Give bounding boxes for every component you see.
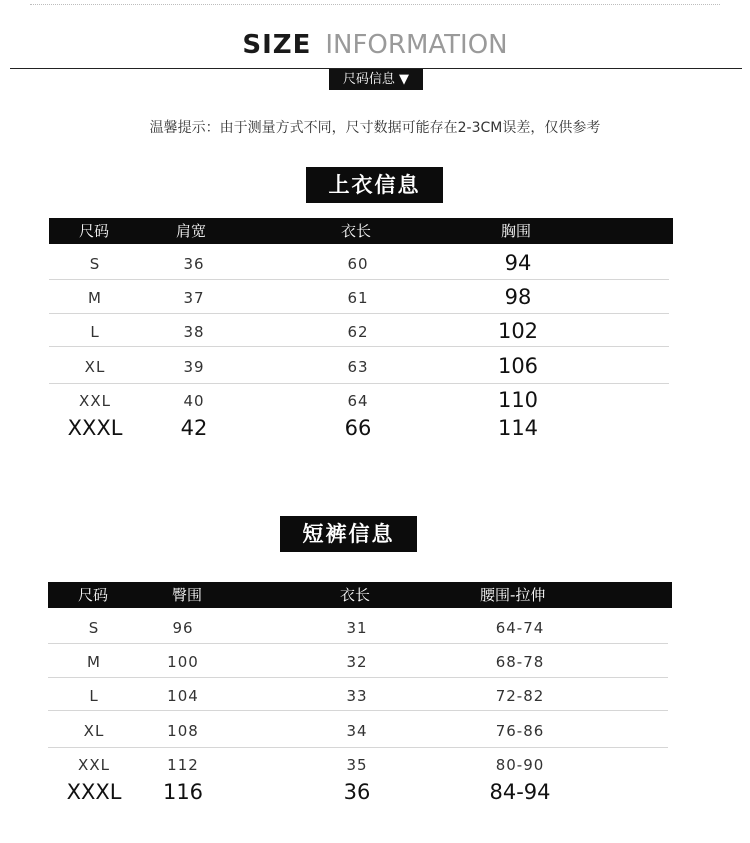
cell-chest: 98	[504, 285, 532, 309]
cell-length: 60	[347, 255, 369, 273]
cell-length: 33	[346, 687, 368, 705]
page-title	[0, 28, 750, 62]
cell-size: S	[89, 255, 101, 273]
cell-hip: 100	[167, 653, 199, 671]
header-chest: 胸围	[501, 222, 532, 240]
cell-waist-stretch: 64-74	[495, 619, 545, 637]
cell-hip: 108	[167, 722, 199, 740]
cell-chest: 106	[497, 354, 539, 378]
row-divider	[49, 383, 669, 384]
size-info-badge: 尺码信息 ▼	[329, 69, 423, 90]
header-size: 尺码	[78, 586, 109, 604]
cell-size: M	[88, 289, 102, 307]
page-title-bold: SIZE	[242, 30, 312, 60]
cell-size: XL	[83, 722, 105, 740]
cell-shoulder-width: 39	[183, 358, 205, 376]
cell-size: XXXL	[67, 416, 123, 440]
cell-length: 34	[346, 722, 368, 740]
cell-waist-stretch: 84-94	[489, 780, 551, 804]
measurement-notice: 温馨提示：由于测量方式不同，尺寸数据可能存在2-3CM误差，仅供参考	[149, 120, 601, 136]
cell-length: 63	[347, 358, 369, 376]
cell-shoulder-width: 36	[183, 255, 205, 273]
shorts-section-title: 短裤信息	[280, 516, 417, 552]
cell-length: 35	[346, 756, 368, 774]
row-divider	[48, 710, 668, 711]
top-size-table	[49, 218, 673, 458]
cell-shoulder-width: 37	[183, 289, 205, 307]
cell-length: 66	[344, 416, 372, 440]
cell-chest: 110	[497, 388, 539, 412]
row-divider	[49, 279, 669, 280]
cell-shoulder-width: 40	[183, 392, 205, 410]
top-section-title: 上衣信息	[306, 167, 443, 203]
cell-chest: 114	[497, 416, 539, 440]
header-shoulder-width: 肩宽	[176, 222, 207, 240]
cell-hip: 116	[162, 780, 204, 804]
cell-size: L	[89, 687, 99, 705]
cell-shoulder-width: 38	[183, 323, 205, 341]
row-divider	[48, 643, 668, 644]
cell-size: XL	[84, 358, 106, 376]
cell-size: XXL	[79, 392, 111, 410]
header-length: 衣长	[340, 586, 371, 604]
cell-length: 64	[347, 392, 369, 410]
cell-waist-stretch: 80-90	[495, 756, 545, 774]
top-table-header	[49, 218, 673, 244]
cell-length: 61	[347, 289, 369, 307]
page-title-light: INFORMATION	[325, 30, 508, 60]
cell-length: 31	[346, 619, 368, 637]
cell-size: XXL	[78, 756, 110, 774]
row-divider	[49, 346, 669, 347]
header-waist-stretch: 腰围-拉伸	[480, 586, 546, 604]
cell-size: S	[88, 619, 100, 637]
cell-chest: 102	[497, 319, 539, 343]
row-divider	[48, 747, 668, 748]
cell-length: 36	[343, 780, 371, 804]
cell-shoulder-width: 42	[180, 416, 208, 440]
row-divider	[49, 313, 669, 314]
cell-size: XXXL	[66, 780, 122, 804]
cell-waist-stretch: 72-82	[495, 687, 545, 705]
header-length: 衣长	[341, 222, 372, 240]
cell-hip: 112	[167, 756, 199, 774]
top-dotted-divider	[30, 4, 720, 5]
cell-waist-stretch: 76-86	[495, 722, 545, 740]
cell-chest: 94	[504, 251, 532, 275]
shorts-table-header	[48, 582, 672, 608]
cell-hip: 96	[172, 619, 194, 637]
cell-size: L	[90, 323, 100, 341]
cell-waist-stretch: 68-78	[495, 653, 545, 671]
header-size: 尺码	[79, 222, 110, 240]
cell-length: 32	[346, 653, 368, 671]
row-divider	[48, 677, 668, 678]
shorts-size-table	[48, 582, 672, 822]
cell-length: 62	[347, 323, 369, 341]
cell-size: M	[87, 653, 101, 671]
cell-hip: 104	[167, 687, 199, 705]
header-hip: 臀围	[172, 586, 203, 604]
